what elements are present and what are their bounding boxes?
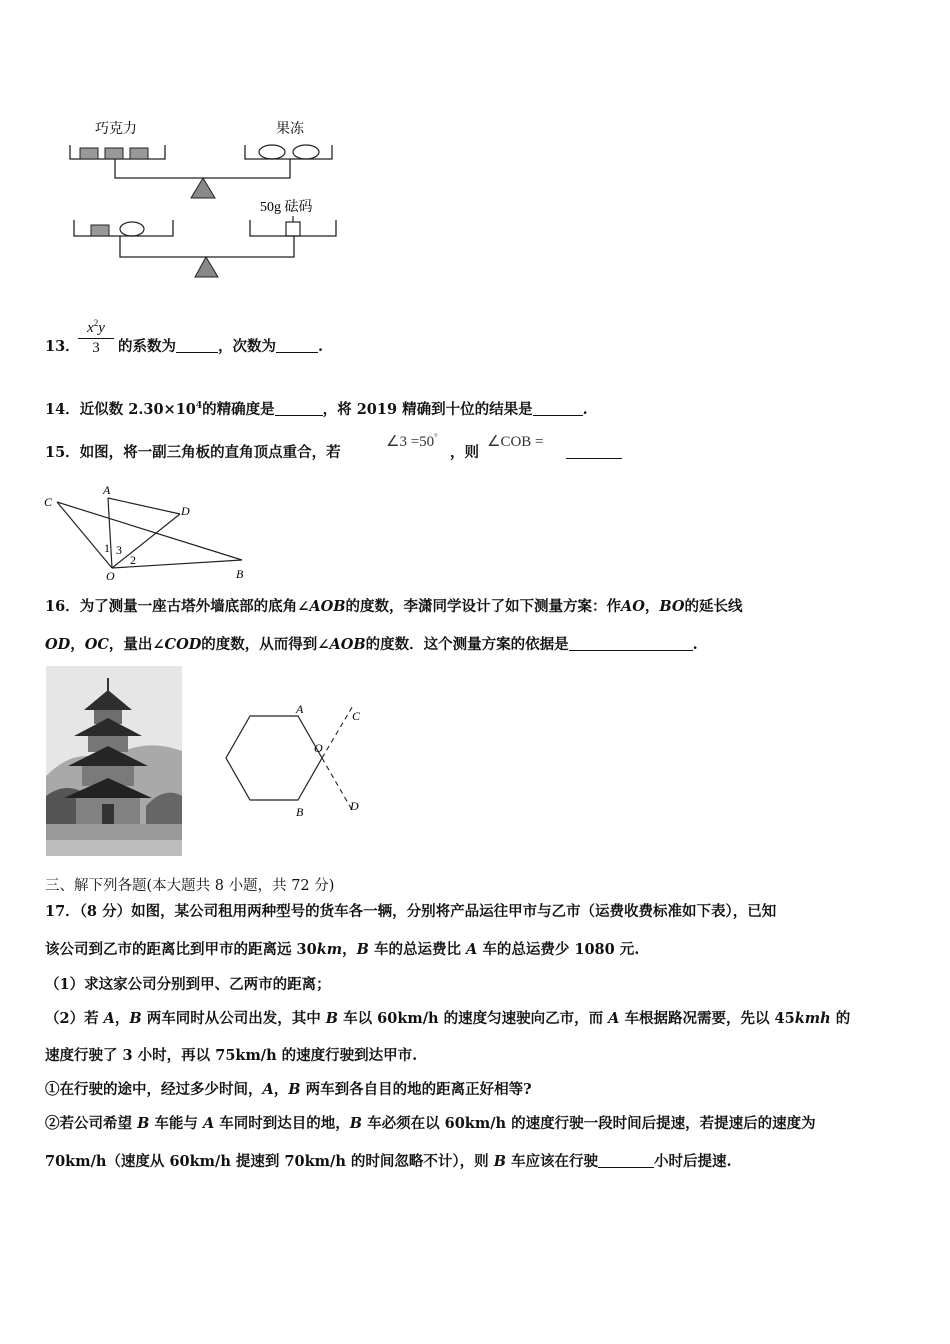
point-c: C — [44, 495, 53, 509]
question-16-line1: 16．为了测量一座古塔外墙底部的底角∠AOB的度数，李潇同学设计了如下测量方案：作AO，BO的延长线 — [45, 598, 743, 615]
point-c: C — [352, 709, 361, 723]
point-d: D — [350, 799, 359, 813]
question-13 — [45, 337, 80, 357]
point-d: D — [181, 504, 190, 518]
weight-label: 50g 砝码 — [260, 200, 313, 215]
q13-fraction — [78, 314, 114, 357]
balance-scale-figure — [60, 115, 360, 285]
question-16-line2: OD，OC，量出∠COD的度数，从而得到∠AOB的度数．这个测量方案的依据是 . — [45, 636, 698, 653]
question-17-subq2-line1: ②若公司希望 B 车能与 A 车同时到达目的地，B 车必须在以 60km/h 的速度行驶一段时间后提速，若提速后的速度为 — [45, 1115, 816, 1132]
answer-blank[interactable] — [598, 1153, 654, 1168]
question-15-b: ，则 — [450, 444, 479, 461]
answer-blank[interactable] — [275, 401, 323, 416]
question-17-line1: 17．（8 分）如图，某公司租用两种型号的货车各一辆，分别将产品运往甲市与乙市（运费收费标准如下表），已知 — [45, 903, 777, 920]
hexagon-figure — [218, 700, 368, 825]
point-o: O — [106, 569, 115, 583]
answer-blank[interactable] — [533, 401, 583, 416]
question-17-part2-line2: 速度行驶了 3 小时，再以 75km/h 的速度行驶到达甲市. — [45, 1047, 418, 1064]
question-17-line2: 该公司到乙市的距离比到甲市的距离远 30km，B 车的总运费比 A 车的总运费少 1080 元. — [45, 941, 640, 958]
point-b: B — [236, 567, 244, 581]
point-a: A — [296, 702, 304, 716]
point-a: A — [103, 483, 111, 497]
frac-den: 3 — [92, 340, 100, 356]
jelly-label: 果冻 — [276, 122, 304, 137]
triangle-figure — [40, 480, 260, 585]
frac-exp: 2 — [93, 318, 99, 328]
question-13-text: 的系数为 ，次数为 . — [118, 338, 324, 355]
frac-x: x — [87, 320, 94, 336]
angle-2: 2 — [130, 553, 136, 567]
answer-blank[interactable] — [176, 338, 218, 353]
question-17-part1: （1）求这家公司分别到甲、乙两市的距离； — [45, 976, 331, 993]
answer-blank[interactable] — [566, 444, 622, 459]
question-17-part2-line1: （2）若 A，B 两车同时从公司出发，其中 B 车以 60km/h 的速度匀速驶向乙市，而 A 车根据路况需要，先以 45kmh 的 — [45, 1010, 851, 1027]
pagoda-photo — [46, 666, 182, 856]
point-o: O — [314, 741, 323, 755]
frac-y: y — [98, 320, 105, 336]
answer-blank[interactable] — [569, 636, 693, 651]
answer-blank[interactable] — [276, 338, 318, 353]
section-3-title: 三、解下列各题(本大题共 8 小题，共 72 分) — [45, 878, 335, 894]
q15-math-b: ∠COB = — [487, 434, 544, 450]
question-17-subq2-line2: 70km/h（速度从 60km/h 提速到 70km/h 的时间忽略不计），则 B 车应该在行驶 小时后提速. — [45, 1153, 732, 1170]
q15-math-a: ∠3 =50° — [386, 432, 438, 450]
question-14: 14．近似数 $2.30\times 10^4$的精确度是 ，将 2019 精确到十位的结果是 . — [45, 400, 588, 418]
chocolate-label: 巧克力 — [95, 122, 137, 137]
question-15: 15．如图，将一副三角板的直角顶点重合，若 — [45, 444, 341, 461]
angle-3: 3 — [116, 543, 122, 557]
question-17-subq1: ①在行驶的途中，经过多少时间，A，B 两车到各自目的地的距离正好相等? — [45, 1081, 532, 1098]
angle-1: 1 — [104, 541, 110, 555]
question-number: 13． — [45, 338, 80, 355]
point-b: B — [296, 805, 304, 819]
